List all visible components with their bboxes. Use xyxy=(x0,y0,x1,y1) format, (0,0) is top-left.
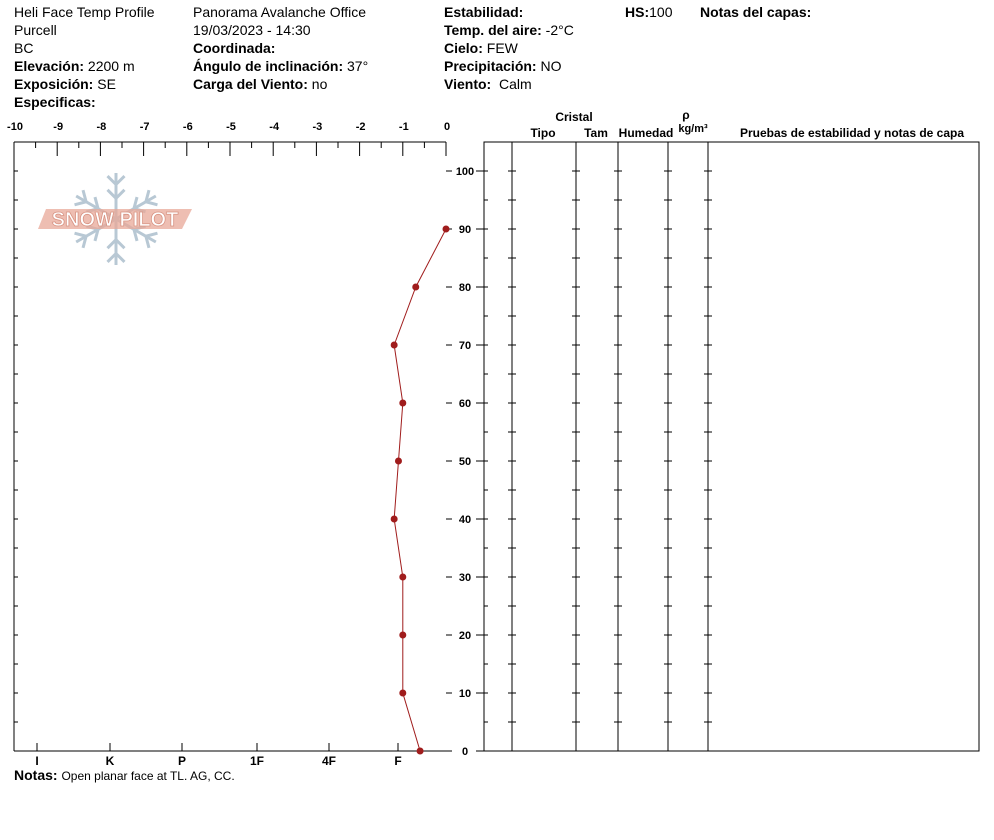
temperature-point xyxy=(395,458,402,465)
coordinate-label: Coordinada: xyxy=(193,40,276,56)
layer-table-frame xyxy=(484,142,979,751)
temp-tick-label: -5 xyxy=(226,121,236,133)
height-tick-label: 40 xyxy=(458,514,472,526)
temp-tick-label: -9 xyxy=(53,121,64,133)
sky-label: Cielo: xyxy=(444,40,483,56)
precip-value: NO xyxy=(540,58,562,74)
hs-value: 100 xyxy=(649,4,673,20)
height-tick-label: 70 xyxy=(458,340,472,352)
precip-label: Precipitación: xyxy=(444,58,537,74)
logo-text: SNOW PILOT xyxy=(51,209,179,231)
layer-notes-label: Notas del capas: xyxy=(700,4,812,20)
temperature-point xyxy=(443,226,450,233)
air-temp-value: -2°C xyxy=(545,22,574,38)
rho-header: ρ xyxy=(682,108,690,122)
crystal-header: Cristal xyxy=(555,110,593,124)
wind-load-value: no xyxy=(311,76,328,92)
slope-value: 37° xyxy=(347,58,369,74)
elevation-value: 2200 m xyxy=(87,58,135,74)
profile-name: Heli Face Temp Profile xyxy=(14,4,155,20)
hardness-label: 1F xyxy=(249,754,265,768)
temp-tick-label: -1 xyxy=(398,121,409,133)
hardness-label: K xyxy=(105,754,115,768)
snow-pilot-logo xyxy=(38,173,192,265)
wind-load-label: Carga del Viento: xyxy=(193,76,308,92)
temp-tick-label: -4 xyxy=(269,121,280,133)
temp-tick-label: -6 xyxy=(182,121,193,133)
height-tick-label: 10 xyxy=(458,688,472,700)
type-header: Tipo xyxy=(530,126,556,140)
stability-label: Estabilidad: xyxy=(444,4,524,20)
temp-tick-label: -2 xyxy=(355,121,366,133)
temperature-point xyxy=(412,284,419,291)
slope-label: Ángulo de inclinación: xyxy=(193,58,344,74)
notes xyxy=(14,767,235,784)
tests-header: Pruebas de estabilidad y notas de capa xyxy=(739,126,965,140)
specifics-label: Especificas: xyxy=(14,94,96,110)
wind-label: Viento: xyxy=(444,76,492,92)
height-tick-label: 100 xyxy=(455,166,475,178)
hardness-label: F xyxy=(394,754,402,768)
height-tick-label: 20 xyxy=(458,630,472,642)
height-tick-label: 50 xyxy=(458,456,472,468)
temperature-profile-line xyxy=(394,229,446,751)
aspect-label: Exposición: xyxy=(14,76,94,92)
temperature-point xyxy=(391,342,398,349)
air-temp-label: Temp. del aire: xyxy=(444,22,542,38)
observation-datetime: 19/03/2023 - 14:30 xyxy=(193,22,311,38)
temp-tick-label: -8 xyxy=(96,121,107,133)
operation-name: Panorama Avalanche Office xyxy=(193,4,367,20)
height-tick-label: 0 xyxy=(461,746,469,758)
height-tick-label: 30 xyxy=(458,572,472,584)
moisture-header: Humedad xyxy=(618,126,674,140)
temperature-point xyxy=(417,748,424,755)
temp-tick-label: -3 xyxy=(312,121,323,133)
temp-tick-label: -7 xyxy=(139,121,150,133)
temp-tick-label: -10 xyxy=(7,121,23,133)
temperature-point xyxy=(399,632,406,639)
temperature-point xyxy=(399,400,406,407)
hardness-label: I xyxy=(35,754,39,768)
height-tick-label: 60 xyxy=(458,398,472,410)
temperature-point xyxy=(391,516,398,523)
range-name: Purcell xyxy=(14,22,57,38)
hs-label: HS: xyxy=(625,4,650,20)
notes-value: Open planar face at TL. AG, CC. xyxy=(61,769,235,783)
hardness-label: P xyxy=(177,754,187,768)
elevation-label: Elevación: xyxy=(14,58,85,74)
sky-value: FEW xyxy=(486,40,518,56)
hardness-label: 4F xyxy=(321,754,337,768)
wind-value: Calm xyxy=(498,76,532,92)
height-tick-label: 80 xyxy=(458,282,472,294)
size-header: Tam xyxy=(584,126,608,140)
temperature-point xyxy=(399,574,406,581)
temperature-point xyxy=(399,690,406,697)
density-unit-header: kg/m³ xyxy=(678,123,708,135)
notes-label: Notas: xyxy=(14,767,58,783)
height-tick-label: 90 xyxy=(458,224,472,236)
region-name: BC xyxy=(14,40,34,56)
aspect-value: SE xyxy=(97,76,116,92)
temp-tick-label: 0 xyxy=(443,121,451,133)
